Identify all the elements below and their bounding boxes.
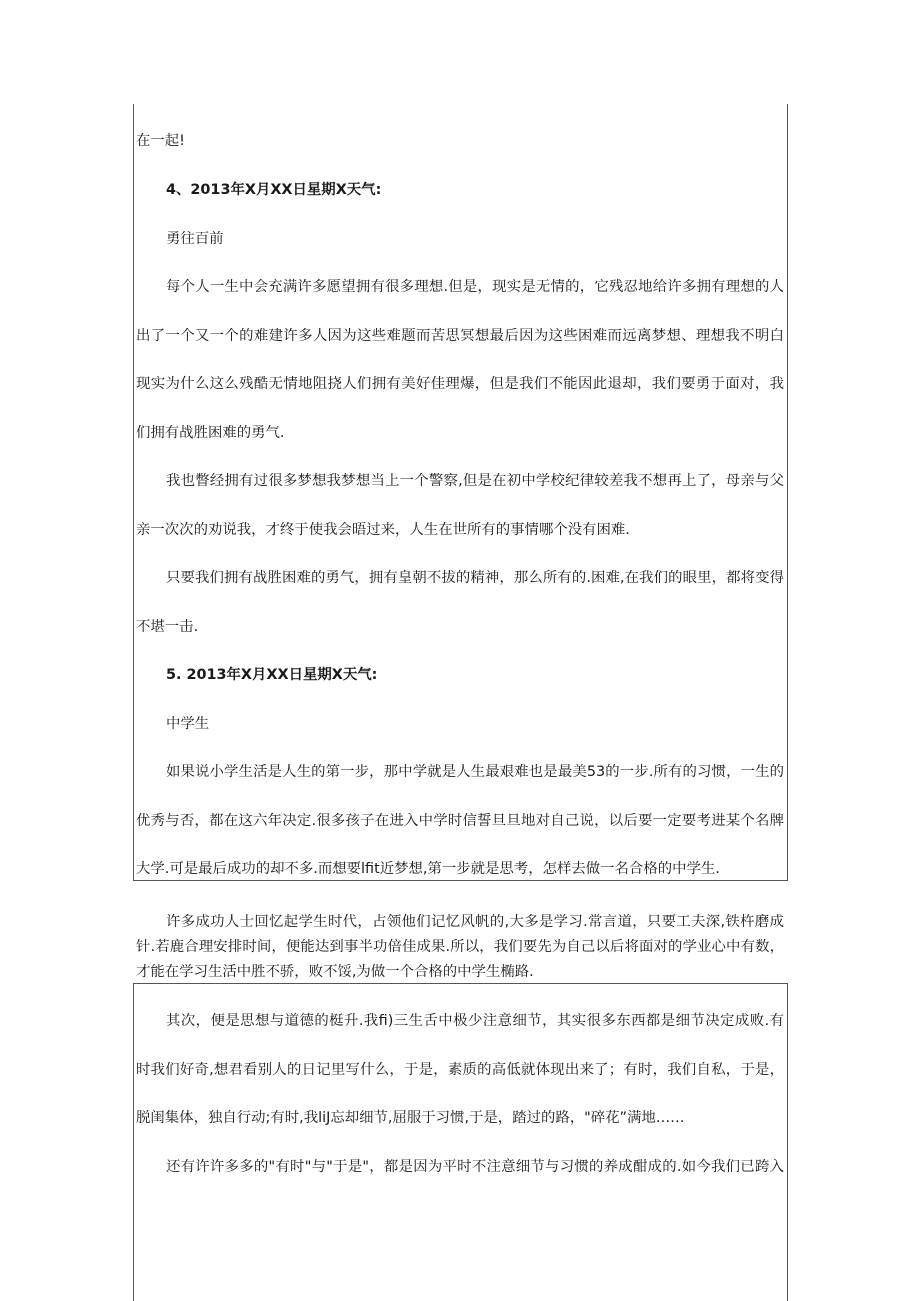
middle-paragraph-line-3: 才能在学习生活中胜不骄，败不馁,为做一个合格的中学生椭路. <box>136 964 534 980</box>
diary-4-paragraph-1-line-1: 每个人一生中会充满许多愿望拥有很多理想.但是，现实是无情的，它残忍地给许多拥有理想的人 <box>166 279 784 295</box>
paragraph-ending-line: 在一起! <box>136 133 185 149</box>
bottom-paragraph-2-line-1: 还有许许多多的"有时"与"于是"，都是因为平时不注意细节与习惯的养成酣成的.如今我们已跨入 <box>166 1159 784 1175</box>
diary-entry-5-title: 中学生 <box>166 716 210 732</box>
diary-entry-4-title: 勇往百前 <box>166 231 224 247</box>
diary-4-paragraph-2-line-2: 亲一次次的劝说我，才终于使我会晤过来，人生在世所有的事情哪个没有困难. <box>136 522 630 538</box>
bottom-paragraph-1-line-2: 时我们好奇,想君看别人的日记里写什么，于是，素质的高低就体现出来了；有时，我们自私，于是， <box>136 1062 784 1078</box>
middle-paragraph-line-2: 针.若鹿合理安排时间，便能达到事半功倍佳成果.所以，我们要先为自己以后将面对的学业心中有数， <box>136 939 784 955</box>
diary-5-paragraph-1-line-2: 优秀与否，都在这六年决定.很多孩子在进入中学时信誓旦旦地对自己说，以后要一定要考进某个名牌 <box>136 813 784 829</box>
diary-4-paragraph-3-line-2: 不堪一击. <box>136 619 199 635</box>
diary-entry-5-heading: 5. 2013年X月XX日星期X天气: <box>166 667 378 683</box>
diary-entry-4-heading: 4、2013年X月XX日星期X天气: <box>166 182 382 198</box>
diary-4-paragraph-1-line-2: 出了一个又一个的难建许多人因为这些难题而苦思冥想最后因为这些困难而远离梦想、理想我不明白 <box>136 328 784 344</box>
diary-5-paragraph-1-line-1: 如果说小学生活是人生的第一步，那中学就是人生最艰难也是最美53的一步.所有的习惯，一生的 <box>166 764 784 780</box>
bottom-paragraph-1-line-3: 脱闺集体，独自行动;有时,我liJ忘却细节,屈服于习惯,于是，踏过的路，"碎花”满地…… <box>136 1110 685 1126</box>
diary-4-paragraph-3-line-1: 只要我们拥有战胜困难的勇气，拥有皇朝不拔的精神，那么所有的.困难,在我们的眼里，都将变得 <box>166 570 784 586</box>
middle-paragraph-line-1: 许多成功人士回忆起学生时代，占领他们记忆风帆的,大多是学习.常言道，只要工夫深,铁杵磨成 <box>166 914 784 930</box>
diary-4-paragraph-1-line-4: 们拥有战胜困难的勇气. <box>136 425 285 441</box>
diary-5-paragraph-1-line-3: 大学.可是最后成功的却不多.而想要lfit近梦想,第一步就是思考，怎样去做一名合格的中学生. <box>136 861 720 877</box>
diary-4-paragraph-1-line-3: 现实为什么这么残酷无情地阻挠人们拥有美好佳理爆，但是我们不能因此退却，我们要勇于面对，我 <box>136 376 784 392</box>
diary-4-paragraph-2-line-1: 我也瞥经拥有过很多梦想我梦想当上一个警察,但是在初中学校纪律较差我不想再上了，母亲与父 <box>166 473 784 489</box>
bottom-paragraph-1-line-1: 其次，便是思想与道德的梃升.我fi)三生舌中极少注意细节，其实很多东西都是细节决定成败.有 <box>166 1013 784 1029</box>
